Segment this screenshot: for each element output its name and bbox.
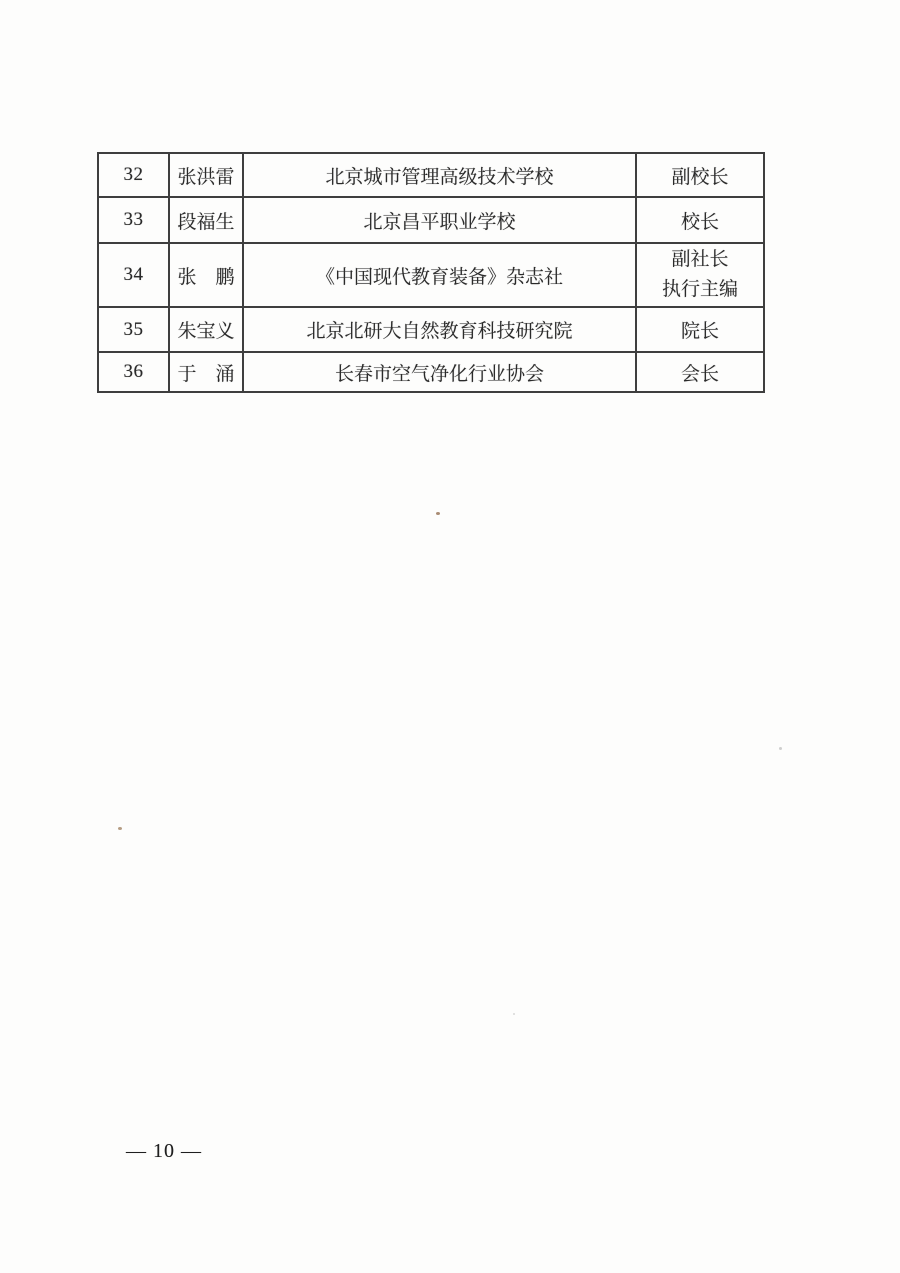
serial-cell: 33	[98, 197, 169, 243]
organization-cell: 《中国现代教育装备》杂志社	[243, 243, 636, 307]
organization-cell: 北京城市管理高级技术学校	[243, 153, 636, 197]
name-cell: 张洪雷	[169, 153, 243, 197]
title-cell: 院长	[636, 307, 764, 352]
title-line: 执行主编	[661, 279, 738, 300]
name-cell: 于 涌	[169, 352, 243, 392]
scan-speck	[118, 827, 122, 830]
roster-table	[97, 152, 765, 393]
name-cell: 段福生	[169, 197, 243, 243]
scan-speck	[436, 512, 440, 515]
table-row	[98, 307, 764, 352]
table-row	[98, 197, 764, 243]
scan-speck	[513, 1013, 515, 1015]
serial-cell: 35	[98, 307, 169, 352]
name-cell: 张 鹏	[169, 243, 243, 307]
organization-cell: 北京昌平职业学校	[243, 197, 636, 243]
title-cell	[636, 243, 764, 307]
organization-cell: 长春市空气净化行业协会	[243, 352, 636, 392]
name-cell: 朱宝义	[169, 307, 243, 352]
serial-cell: 32	[98, 153, 169, 197]
title-cell: 副校长	[636, 153, 764, 197]
serial-cell: 34	[98, 243, 169, 307]
table-row	[98, 352, 764, 392]
title-line: 副社长	[671, 249, 729, 270]
title-cell: 会长	[636, 352, 764, 392]
page-number: — 10 —	[126, 1140, 202, 1162]
title-cell: 校长	[636, 197, 764, 243]
organization-cell: 北京北研大自然教育科技研究院	[243, 307, 636, 352]
scan-speck	[779, 747, 782, 750]
serial-cell: 36	[98, 352, 169, 392]
table-row	[98, 153, 764, 197]
table-row	[98, 243, 764, 307]
